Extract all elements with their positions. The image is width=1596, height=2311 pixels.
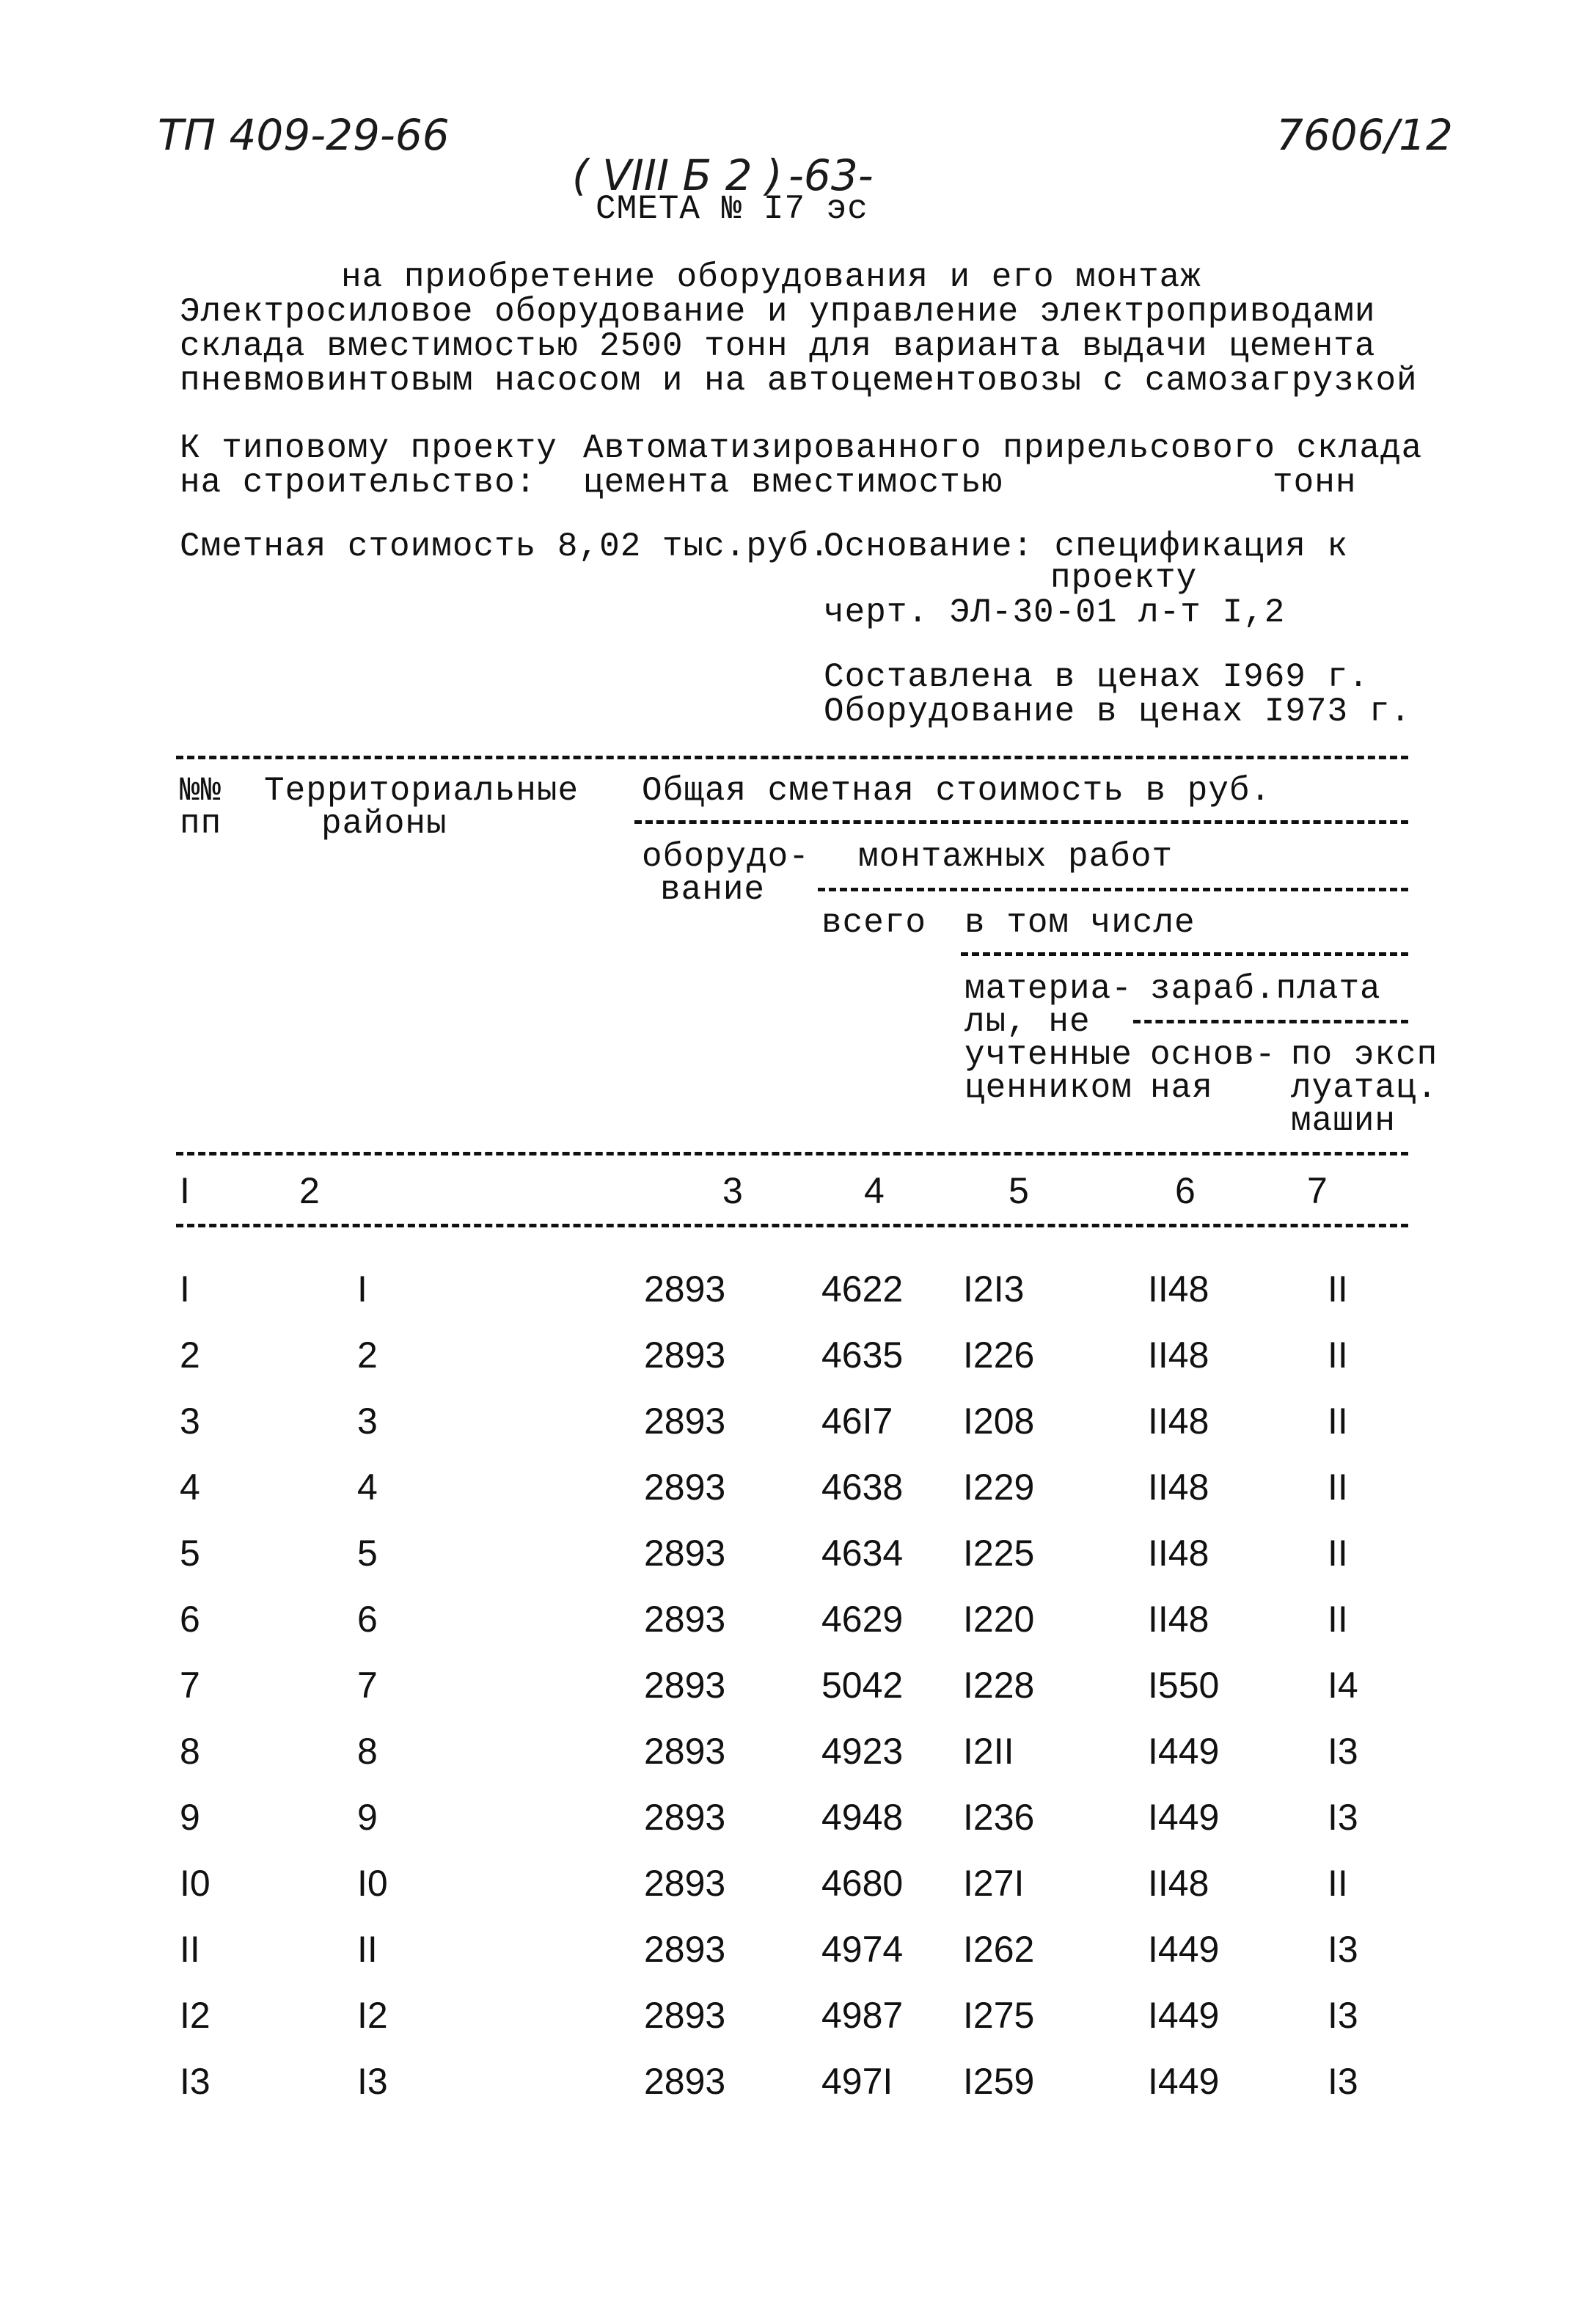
table-cell-wages-basic: II48 bbox=[1148, 1335, 1209, 1376]
table-cell-num: 4 bbox=[180, 1467, 200, 1508]
table-cell-region: 2 bbox=[357, 1335, 378, 1376]
table-cell-wages-basic: II48 bbox=[1148, 1533, 1209, 1574]
table-cell-equipment: 2893 bbox=[644, 1665, 726, 1706]
table-cell-materials: I220 bbox=[963, 1599, 1035, 1640]
column-numbers-rule bbox=[176, 1224, 1408, 1227]
table-cell-wages-basic: II48 bbox=[1148, 1467, 1209, 1508]
estimated-cost: Сметная стоимость 8,02 тыс.руб. bbox=[180, 527, 830, 566]
header-equipment-line-2: вание bbox=[660, 871, 766, 909]
header-total-cost: Общая сметная стоимость в руб. bbox=[642, 772, 1272, 810]
table-cell-wages-basic: II48 bbox=[1148, 1599, 1209, 1640]
table-cell-install-total: 4680 bbox=[821, 1863, 904, 1904]
table-cell-install-total: 4923 bbox=[821, 1731, 904, 1772]
table-cell-num: I0 bbox=[180, 1863, 211, 1904]
header-rule-including bbox=[961, 952, 1408, 956]
handwritten-section-mark: ( VIII Б 2 ) bbox=[572, 150, 783, 200]
column-number-6: 6 bbox=[1175, 1170, 1196, 1211]
table-cell-wages-basic: I550 bbox=[1148, 1665, 1220, 1706]
table-top-rule bbox=[176, 756, 1408, 759]
table-cell-region: I3 bbox=[357, 2061, 388, 2102]
table-cell-equipment: 2893 bbox=[644, 1995, 726, 2036]
header-machines-line-1: по эксп bbox=[1291, 1036, 1438, 1074]
table-cell-wages-machines: II bbox=[1328, 1268, 1348, 1310]
table-cell-region: I bbox=[357, 1268, 367, 1310]
table-cell-materials: I2I3 bbox=[963, 1268, 1025, 1310]
table-cell-materials: I228 bbox=[963, 1665, 1035, 1706]
header-num-line-2: пп bbox=[180, 805, 222, 843]
table-cell-region: 5 bbox=[357, 1533, 378, 1574]
header-basic-line-2: ная bbox=[1150, 1069, 1213, 1107]
prices-line-2: Оборудование в ценах I973 г. bbox=[824, 693, 1411, 731]
table-cell-region: I2 bbox=[357, 1995, 388, 2036]
table-cell-num: 3 bbox=[180, 1401, 200, 1442]
table-cell-equipment: 2893 bbox=[644, 1335, 726, 1376]
header-including: в том числе bbox=[964, 904, 1196, 942]
subtitle-line-2: Электросиловое оборудование и управление электроприводами bbox=[180, 293, 1376, 331]
table-cell-materials: I236 bbox=[963, 1797, 1035, 1838]
table-cell-region: II bbox=[357, 1929, 378, 1970]
header-basic-line-1: основ- bbox=[1150, 1036, 1276, 1074]
header-installation: монтажных работ bbox=[858, 838, 1174, 876]
page-number: -63- bbox=[788, 150, 874, 200]
table-cell-equipment: 2893 bbox=[644, 1467, 726, 1508]
table-cell-wages-machines: I3 bbox=[1328, 1797, 1358, 1838]
basis-line-1: Основание: спецификация к bbox=[824, 527, 1349, 566]
handwritten-project-code: ТП 409-29-66 bbox=[158, 110, 450, 160]
table-cell-install-total: 5042 bbox=[821, 1665, 904, 1706]
table-cell-wages-machines: I3 bbox=[1328, 1929, 1358, 1970]
document-title: СМЕТА № I7 эс bbox=[596, 190, 868, 228]
header-region-line-2: районы bbox=[321, 805, 447, 843]
table-cell-region: 6 bbox=[357, 1599, 378, 1640]
table-cell-materials: I262 bbox=[963, 1929, 1035, 1970]
project-value-line-2b: тонн bbox=[1273, 464, 1357, 502]
table-cell-equipment: 2893 bbox=[644, 1533, 726, 1574]
table-cell-region: I0 bbox=[357, 1863, 388, 1904]
table-cell-wages-machines: II bbox=[1328, 1599, 1348, 1640]
table-cell-install-total: 46I7 bbox=[821, 1401, 893, 1442]
header-install-total: всего bbox=[821, 904, 927, 942]
header-rule-total bbox=[634, 820, 1408, 824]
table-cell-num: I bbox=[180, 1268, 190, 1310]
column-number-3: 3 bbox=[722, 1170, 743, 1211]
header-machines-line-2: луатац. bbox=[1291, 1069, 1438, 1107]
table-cell-materials: I229 bbox=[963, 1467, 1035, 1508]
table-cell-materials: I226 bbox=[963, 1335, 1035, 1376]
header-bottom-rule bbox=[176, 1152, 1408, 1156]
table-cell-num: 8 bbox=[180, 1731, 200, 1772]
table-cell-materials: I259 bbox=[963, 2061, 1035, 2102]
table-cell-region: 7 bbox=[357, 1665, 378, 1706]
table-cell-wages-machines: II bbox=[1328, 1401, 1348, 1442]
table-cell-wages-basic: I449 bbox=[1148, 2061, 1220, 2102]
header-rule-wages bbox=[1133, 1020, 1408, 1023]
subtitle-line-1: на приобретение оборудования и его монтаж bbox=[341, 258, 1201, 296]
table-cell-num: II bbox=[180, 1929, 200, 1970]
table-cell-wages-basic: I449 bbox=[1148, 1929, 1220, 1970]
table-cell-wages-machines: I3 bbox=[1328, 2061, 1358, 2102]
table-cell-install-total: 4629 bbox=[821, 1599, 904, 1640]
table-cell-install-total: 4638 bbox=[821, 1467, 904, 1508]
table-cell-region: 3 bbox=[357, 1401, 378, 1442]
table-cell-wages-machines: I4 bbox=[1328, 1665, 1358, 1706]
table-cell-materials: I225 bbox=[963, 1533, 1035, 1574]
project-value-line-1: Автоматизированного прирельсового склада bbox=[583, 429, 1423, 467]
table-cell-materials: I2II bbox=[963, 1731, 1014, 1772]
table-cell-equipment: 2893 bbox=[644, 1731, 726, 1772]
table-cell-equipment: 2893 bbox=[644, 1929, 726, 1970]
table-cell-wages-basic: I449 bbox=[1148, 1797, 1220, 1838]
project-value-line-2a: цемента вместимостью bbox=[583, 464, 1003, 502]
column-number-4: 4 bbox=[864, 1170, 885, 1211]
table-cell-region: 4 bbox=[357, 1467, 378, 1508]
column-number-2: 2 bbox=[299, 1170, 320, 1211]
table-cell-install-total: 4987 bbox=[821, 1995, 904, 2036]
table-cell-materials: I27I bbox=[963, 1863, 1025, 1904]
header-materials-line-4: ценником bbox=[964, 1069, 1132, 1107]
table-cell-num: I2 bbox=[180, 1995, 211, 2036]
subtitle-line-3: склада вместимостью 2500 тонн для варианта выдачи цемента bbox=[180, 327, 1376, 365]
table-cell-num: I3 bbox=[180, 2061, 211, 2102]
table-cell-wages-machines: I3 bbox=[1328, 1995, 1358, 2036]
table-cell-num: 9 bbox=[180, 1797, 200, 1838]
table-cell-num: 7 bbox=[180, 1665, 200, 1706]
table-cell-wages-machines: I3 bbox=[1328, 1731, 1358, 1772]
header-equipment-line-1: оборудо- bbox=[642, 838, 810, 876]
table-cell-wages-basic: II48 bbox=[1148, 1401, 1209, 1442]
table-cell-equipment: 2893 bbox=[644, 2061, 726, 2102]
table-cell-wages-basic: II48 bbox=[1148, 1863, 1209, 1904]
project-label-line-2: на строительство: bbox=[180, 464, 537, 502]
table-cell-install-total: 4948 bbox=[821, 1797, 904, 1838]
table-cell-install-total: 4635 bbox=[821, 1335, 904, 1376]
table-cell-equipment: 2893 bbox=[644, 1797, 726, 1838]
table-cell-wages-machines: II bbox=[1328, 1335, 1348, 1376]
table-cell-equipment: 2893 bbox=[644, 1599, 726, 1640]
table-cell-region: 8 bbox=[357, 1731, 378, 1772]
table-cell-equipment: 2893 bbox=[644, 1268, 726, 1310]
header-machines-line-3: машин bbox=[1291, 1102, 1396, 1140]
table-cell-region: 9 bbox=[357, 1797, 378, 1838]
table-cell-install-total: 4634 bbox=[821, 1533, 904, 1574]
header-materials-line-3: учтенные bbox=[964, 1036, 1132, 1074]
table-cell-install-total: 497I bbox=[821, 2061, 893, 2102]
subtitle-line-4: пневмовинтовым насосом и на автоцементовозы с самозагрузкой bbox=[180, 362, 1418, 400]
table-cell-num: 5 bbox=[180, 1533, 200, 1574]
project-label-line-1: К типовому проекту bbox=[180, 429, 557, 467]
column-number-1: I bbox=[180, 1170, 190, 1211]
table-cell-wages-machines: II bbox=[1328, 1467, 1348, 1508]
header-materials-line-2: лы, не bbox=[964, 1003, 1091, 1041]
header-wages: зараб.плата bbox=[1150, 970, 1381, 1008]
column-number-5: 5 bbox=[1009, 1170, 1029, 1211]
header-rule-installation bbox=[818, 888, 1408, 891]
table-cell-install-total: 4974 bbox=[821, 1929, 904, 1970]
table-cell-num: 2 bbox=[180, 1335, 200, 1376]
header-num-line-1: №№ bbox=[180, 772, 222, 810]
table-cell-materials: I208 bbox=[963, 1401, 1035, 1442]
handwritten-archive-number: 7606/12 bbox=[1276, 110, 1453, 160]
table-cell-equipment: 2893 bbox=[644, 1401, 726, 1442]
table-cell-wages-machines: II bbox=[1328, 1533, 1348, 1574]
table-cell-materials: I275 bbox=[963, 1995, 1035, 2036]
table-cell-install-total: 4622 bbox=[821, 1268, 904, 1310]
table-cell-wages-machines: II bbox=[1328, 1863, 1348, 1904]
table-cell-wages-basic: I449 bbox=[1148, 1731, 1220, 1772]
header-materials-line-1: материа- bbox=[964, 970, 1132, 1008]
table-cell-wages-basic: I449 bbox=[1148, 1995, 1220, 2036]
table-cell-num: 6 bbox=[180, 1599, 200, 1640]
column-number-7: 7 bbox=[1307, 1170, 1328, 1211]
header-region-line-1: Территориальные bbox=[264, 772, 579, 810]
basis-line-3: черт. ЭЛ-30-01 л-т I,2 bbox=[824, 594, 1286, 632]
prices-line-1: Составлена в ценах I969 г. bbox=[824, 658, 1369, 696]
basis-line-2: проекту bbox=[1050, 559, 1198, 597]
table-cell-equipment: 2893 bbox=[644, 1863, 726, 1904]
table-cell-wages-basic: II48 bbox=[1148, 1268, 1209, 1310]
